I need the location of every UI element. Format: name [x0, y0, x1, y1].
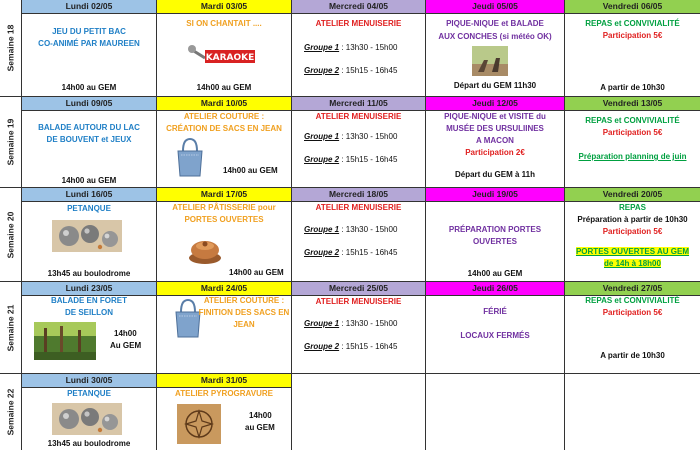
activity-title: SI ON CHANTAIT .... — [186, 19, 262, 28]
activity-title: PIQUE-NIQUE et BALADE — [446, 19, 544, 28]
petanque-balls-icon — [52, 403, 122, 435]
activity-subtitle: OUVERTES — [472, 237, 517, 246]
activity-title: PRÉPARATION PORTES — [448, 225, 542, 234]
week-row-21 — [0, 282, 700, 374]
week-label: Semaine 18 — [0, 0, 22, 96]
day-header: Lundi 02/05 — [22, 0, 156, 14]
day-header: Lundi 30/05 — [22, 374, 156, 388]
activity-time: 14h00 — [249, 411, 272, 420]
activity-time: A partir de 10h30 — [600, 83, 665, 92]
petanque-balls-icon — [52, 220, 122, 252]
week-row-18 — [0, 0, 700, 97]
group-2-schedule: Groupe 2 : 15h15 - 16h45 — [304, 155, 398, 164]
day-header: Lundi 23/05 — [22, 282, 156, 296]
day-cell-mardi — [157, 97, 292, 187]
day-cell-mercredi — [292, 0, 426, 96]
activity-title: JEU DU PETIT BAC — [52, 27, 126, 36]
day-cell-vendredi — [565, 188, 700, 281]
day-cell-lundi — [22, 282, 157, 373]
activity-time: 14h00 — [114, 329, 137, 338]
day-cell-empty — [426, 374, 565, 450]
group-2-schedule: Groupe 2 : 15h15 - 16h45 — [304, 66, 398, 75]
activity-time: Départ du GEM à 11h — [454, 170, 536, 179]
activity-title: BALADE EN FORET — [51, 296, 127, 305]
day-cell-jeudi — [426, 282, 565, 373]
activity-time: Départ du GEM 11h30 — [453, 81, 537, 90]
group-2-schedule: Groupe 2 : 15h15 - 16h45 — [304, 248, 398, 257]
day-cell-empty — [292, 374, 426, 450]
day-header: Mardi 03/05 — [157, 0, 291, 14]
activity-time: 14h00 au GEM — [61, 83, 117, 92]
activity-title: ATELIER MENUISERIE — [315, 203, 402, 212]
day-header: Mardi 24/05 — [157, 282, 291, 296]
week-row-19 — [0, 97, 700, 188]
group-2-schedule: Groupe 2 : 15h15 - 16h45 — [304, 342, 398, 351]
cake-icon — [187, 230, 223, 266]
activity-title: ATELIER MENUISERIE — [315, 19, 402, 28]
activity-location: au GEM — [245, 423, 275, 432]
activity-title: ATELIER PYROGRAVURE — [175, 389, 273, 398]
activity-title: BALADE AUTOUR DU LAC — [38, 123, 140, 132]
day-cell-vendredi — [565, 282, 700, 373]
group-1-schedule: Groupe 1 : 13h30 - 15h00 — [304, 225, 398, 234]
day-header: Mercredi 11/05 — [292, 97, 425, 111]
week-label: Semaine 22 — [0, 374, 22, 450]
week-label: Semaine 19 — [0, 97, 22, 187]
day-cell-mercredi — [292, 188, 426, 281]
activity-subtitle: DE SEILLON — [64, 308, 113, 317]
open-house-title: PORTES OUVERTES AU GEM — [575, 247, 690, 256]
group-1-schedule: Groupe 1 : 13h30 - 15h00 — [304, 319, 398, 328]
participation-price: Participation 2€ — [465, 148, 525, 157]
closed-label: LOCAUX FERMÉS — [460, 331, 530, 340]
activity-title: REPAS — [619, 203, 646, 212]
day-header: Vendredi 27/05 — [565, 282, 700, 296]
activity-title: REPAS et CONVIVIALITÉ — [585, 116, 680, 125]
day-cell-jeudi — [426, 0, 565, 96]
group-1-schedule: Groupe 1 : 13h30 - 15h00 — [304, 132, 398, 141]
day-cell-mercredi — [292, 282, 426, 373]
day-header: Jeudi 05/05 — [426, 0, 564, 14]
day-cell-lundi — [22, 97, 157, 187]
group-1-schedule: Groupe 1 : 13h30 - 15h00 — [304, 43, 398, 52]
day-cell-jeudi — [426, 188, 565, 281]
activity-time: 14h00 au GEM — [61, 176, 117, 185]
activity-title: ATELIER PÂTISSERIE pour — [172, 203, 276, 212]
day-cell-vendredi — [565, 97, 700, 187]
day-header: Vendredi 20/05 — [565, 188, 700, 202]
day-header: Jeudi 19/05 — [426, 188, 564, 202]
participation-price: Participation 5€ — [602, 31, 663, 40]
participation-price: Participation 5€ — [602, 308, 663, 317]
day-header: Lundi 16/05 — [22, 188, 156, 202]
day-header: Lundi 09/05 — [22, 97, 156, 111]
day-cell-mercredi — [292, 97, 426, 187]
day-header: Jeudi 26/05 — [426, 282, 564, 296]
activity-subtitle-2: JEAN — [233, 320, 255, 329]
day-cell-mardi — [157, 282, 292, 373]
activity-time: 13h45 au boulodrome — [47, 439, 131, 448]
holiday-label: FÉRIÉ — [483, 307, 507, 316]
day-header: Vendredi 13/05 — [565, 97, 700, 111]
participation-price: Participation 5€ — [602, 128, 663, 137]
activity-title: ATELIER COUTURE : — [203, 296, 285, 305]
day-header: Mercredi 18/05 — [292, 188, 425, 202]
walking-feet-icon — [472, 46, 508, 76]
day-header: Mercredi 25/05 — [292, 282, 425, 296]
week-row-20 — [0, 188, 700, 282]
activity-title: REPAS et CONVIVIALITÉ — [585, 19, 680, 28]
activity-title: ATELIER COUTURE : — [183, 112, 265, 121]
activity-title: REPAS et CONVIVIALITÉ — [585, 296, 680, 305]
preparation-time: Préparation à partir de 10h30 — [577, 215, 688, 224]
karaoke-label: KARAOKE — [205, 53, 255, 63]
activity-subtitle: CO-ANIMÉ PAR MAUREEN — [38, 39, 140, 48]
day-cell-mardi — [157, 374, 292, 450]
day-cell-mardi — [157, 0, 292, 96]
day-header: Mardi 10/05 — [157, 97, 291, 111]
pyrography-wood-icon — [177, 404, 221, 444]
activity-subtitle: CRÉATION DE SACS EN JEAN — [166, 124, 282, 133]
day-header: Jeudi 12/05 — [426, 97, 564, 111]
activity-title: ATELIER MENUISERIE — [315, 112, 402, 121]
day-cell-empty — [565, 374, 700, 450]
planning-note: Préparation planning de juin — [578, 152, 687, 161]
week-row-22 — [0, 374, 700, 450]
week-label: Semaine 21 — [0, 282, 22, 373]
participation-price: Participation 5€ — [602, 227, 663, 236]
activity-location: A MACON — [476, 136, 514, 145]
activity-time: 14h00 au GEM — [229, 268, 284, 277]
day-header: Mercredi 04/05 — [292, 0, 425, 14]
day-header: Mardi 31/05 — [157, 374, 291, 388]
day-header: Vendredi 06/05 — [565, 0, 700, 14]
activity-subtitle: AUX CONCHES (si météo OK) — [438, 32, 552, 41]
day-cell-mardi — [157, 188, 292, 281]
week-label: Semaine 20 — [0, 188, 22, 281]
jean-bag-icon — [175, 137, 205, 177]
activity-subtitle: MUSÉE DES URSULIINES — [446, 124, 544, 133]
karaoke-microphone-icon — [187, 44, 257, 66]
activity-title: PETANQUE — [67, 389, 111, 398]
activity-subtitle: DE BOUVENT et JEUX — [46, 135, 132, 144]
activity-time: 14h00 au GEM — [196, 83, 252, 92]
forest-icon — [34, 322, 96, 360]
activity-location: Au GEM — [110, 341, 142, 350]
day-cell-lundi — [22, 0, 157, 96]
day-cell-lundi — [22, 374, 157, 450]
activity-time: 14h00 au GEM — [467, 269, 523, 278]
day-header: Mardi 17/05 — [157, 188, 291, 202]
activity-title: ATELIER MENUISERIE — [315, 297, 402, 306]
activity-time: 13h45 au boulodrome — [47, 269, 131, 278]
activity-time: 14h00 au GEM — [223, 166, 278, 175]
open-house-hours: de 14h à 18h00 — [604, 259, 661, 268]
activity-title: PETANQUE — [67, 204, 111, 213]
activity-subtitle: FINITION DES SACS EN — [198, 308, 290, 317]
day-cell-vendredi — [565, 0, 700, 96]
activity-time: A partir de 10h30 — [600, 351, 665, 360]
day-cell-jeudi — [426, 97, 565, 187]
day-cell-lundi — [22, 188, 157, 281]
activity-subtitle: PORTES OUVERTES — [184, 215, 264, 224]
activity-title: PIQUE-NIQUE et VISITE du — [444, 112, 546, 121]
